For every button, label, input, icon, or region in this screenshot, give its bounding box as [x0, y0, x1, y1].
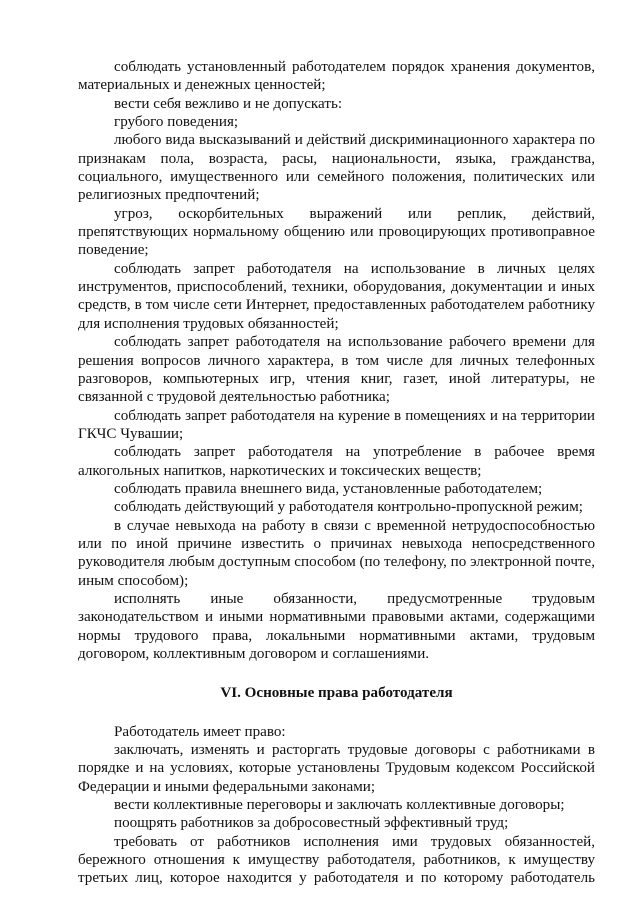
paragraph: в случае невыхода на работу в связи с временной нетрудоспособностью или по иной причине известить о причинах невыхода непосредственного руководителя любым доступным способом (по телефону, по электронной почте, иным способом);: [78, 517, 595, 589]
paragraph: грубого поведения;: [114, 114, 239, 131]
paragraph: соблюдать запрет работодателя на употребление в рабочее время алкогольных напитков, наркотических и токсических веществ;: [78, 444, 595, 479]
paragraph: соблюдать действующий у работодателя контрольно-пропускной режим;: [114, 499, 583, 516]
paragraph: исполнять иные обязанности, предусмотренные трудовым законодательством и иными нормативными правовыми актами, содержащими нормы трудового права, локальными нормативными актами, трудовым договором, коллективным договором и соглашениями.: [78, 590, 595, 662]
paragraph: соблюдать правила внешнего вида, установленные работодателем;: [114, 480, 543, 497]
paragraph: любого вида высказываний и действий дискриминационного характера по признакам пола, возраста, расы, национальности, языка, гражданства, социального, имущественного или семейного положения, политических или религиозных предпочтений;: [78, 132, 595, 204]
paragraph: соблюдать запрет работодателя на использование рабочего времени для решения вопросов личного характера, в том числе для личных телефонных разговоров, компьютерных игр, чтения книг, газет, иной литературы, не связанной с трудовой деятельностью работника;: [78, 334, 595, 406]
paragraph: соблюдать запрет работодателя на курение в помещениях и на территории ГКЧС Чувашии;: [78, 407, 595, 442]
paragraph: угроз, оскорбительных выражений или реплик, действий, препятствующих нормальному общению или провоцирующих противоправное поведение;: [78, 205, 595, 259]
paragraph: соблюдать установленный работодателем порядок хранения документов, материальных и денежных ценностей;: [78, 59, 595, 94]
paragraph: соблюдать запрет работодателя на использование в личных целях инструментов, приспособлений, техники, оборудования, документации и иных средств, в том числе сети Интернет, предоставленных работодателем работнику для исполнения трудовых обязанностей;: [78, 260, 595, 332]
paragraph: вести себя вежливо и не допускать:: [114, 95, 343, 112]
paragraph: поощрять работников за добросовестный эффективный труд;: [114, 815, 509, 832]
paragraph: Работодатель имеет право:: [114, 723, 286, 740]
paragraph: требовать от работников исполнения ими трудовых обязанностей, бережного отношения к имуществу работодателя, работников, к имуществу третьих лиц, которое находится у работодателя и по которому работодатель: [78, 833, 595, 887]
paragraph: заключать, изменять и расторгать трудовые договоры с работниками в порядке и на условиях, которые установлены Трудовым кодексом Российской Федерации и иными федеральными законами;: [78, 742, 595, 795]
section-heading: VI. Основные права работодателя: [220, 685, 453, 702]
document-page: [78, 58, 595, 888]
paragraph: вести коллективные переговоры и заключать коллективные договоры;: [114, 797, 565, 814]
